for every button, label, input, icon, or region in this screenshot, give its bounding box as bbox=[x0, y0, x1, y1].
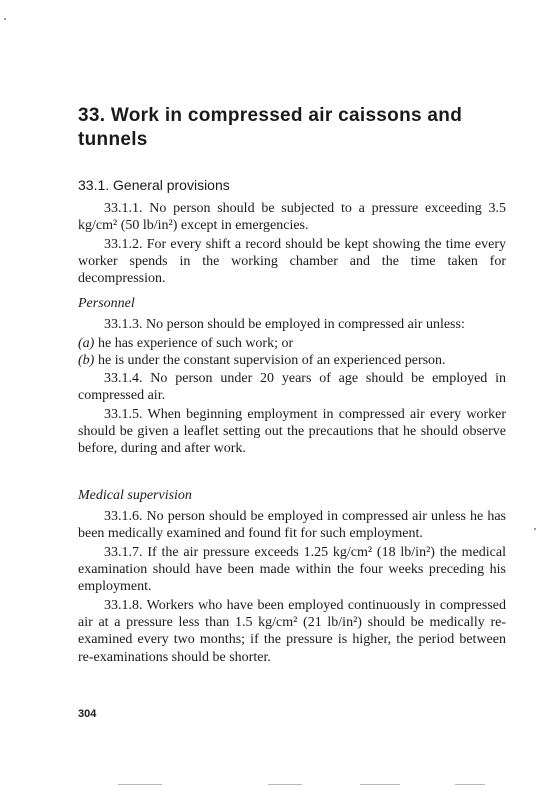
subheading-medical-supervision: Medical supervision bbox=[78, 488, 192, 503]
paragraph-33-1-1: 33.1.1. No person should be subjected to a pressure exceeding 3.5 kg/cm² (50 lb/in²) except in emergencies. bbox=[78, 201, 506, 234]
list-item-a bbox=[78, 335, 506, 352]
scan-artifact-dot bbox=[4, 18, 6, 20]
section-heading: 33.1. General provisions bbox=[78, 177, 230, 193]
paragraph-33-1-5: 33.1.5. When beginning employment in compressed air every worker should be given a leaflet setting out the precautions that he should observe before, during and after work. bbox=[78, 407, 506, 457]
list-marker-a: (a) bbox=[78, 335, 95, 351]
paragraph-33-1-2: 33.1.2. For every shift a record should be kept showing the time every worker spends in the working chamber and the time taken for decompression. bbox=[78, 236, 506, 287]
scan-artifact-line bbox=[360, 784, 400, 785]
list-text-a: he has experience of such work; or bbox=[98, 335, 294, 351]
list-text-b: he is under the constant supervision of an experienced person. bbox=[98, 352, 446, 368]
paragraph-33-1-4: 33.1.4. No person under 20 years of age should be employed in compressed air. bbox=[78, 371, 506, 404]
medical-supervision-section bbox=[78, 487, 506, 667]
scan-artifact-dot bbox=[534, 528, 536, 530]
paragraph-33-1-7: 33.1.7. If the air pressure exceeds 1.25 kg/cm² (18 lb/in²) the medical examination should have been made within the four weeks preceding his employment. bbox=[78, 544, 506, 595]
list-item-b bbox=[78, 352, 506, 369]
subheading-personnel: Personnel bbox=[78, 296, 135, 311]
scan-artifact-line bbox=[455, 784, 485, 785]
general-provisions-body bbox=[78, 200, 506, 289]
scan-artifact-line bbox=[268, 784, 302, 785]
list-marker-b: (b) bbox=[78, 352, 95, 368]
paragraph-33-1-8: 33.1.8. Workers who have been employed continuously in compressed air at a pressure less than 1.5 kg/cm² (21 lb/in²) should be medically re-examined every two months; if the pressure is higher, the period between re-examinations should be shorter. bbox=[78, 598, 506, 665]
paragraph-33-1-6: 33.1.6. No person should be employed in compressed air unless he has been medically examined and found fit for such employment. bbox=[78, 509, 506, 542]
personnel-section bbox=[78, 295, 506, 459]
paragraph-33-1-3: 33.1.3. No person should be employed in compressed air unless: bbox=[104, 317, 465, 332]
scan-artifact-line bbox=[118, 784, 162, 785]
page-number: 304 bbox=[78, 708, 97, 720]
chapter-title: 33. Work in compressed air caissons and tunnels bbox=[78, 105, 463, 150]
